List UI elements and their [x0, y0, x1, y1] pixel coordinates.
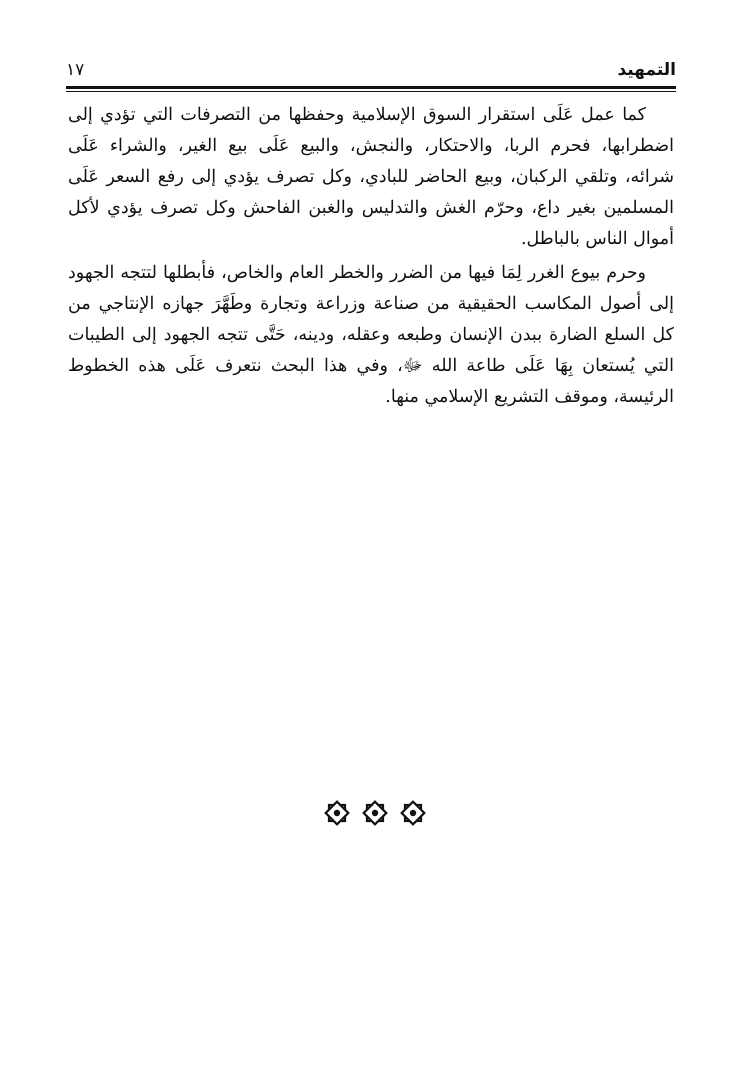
header-rule-thin: [66, 91, 676, 92]
body-text: [68, 100, 674, 413]
page-number: ١٧: [66, 60, 85, 80]
eight-point-star-icon: [400, 800, 426, 826]
header-rule-thick: [66, 86, 676, 89]
page-header: [66, 60, 676, 86]
paragraph-1: كما عمل عَلَى استقرار السوق الإسلامية وحفظها من التصرفات التي تؤدي إلى اضطرابها، فحرم الربا، والاحتكار، والنجش، والبيع عَلَى بيع الغير، والشراء عَلَى شرائه، وتلقي الركبان، وبيع الحاضر للبادي، وكل تصرف يؤدي إلى رفع السعر عَلَى المسلمين بغير داع، وحرّم الغش والتدليس والغبن الفاحش وكل تصرف يؤدي لأكل أموال الناس بالباطل.: [68, 105, 674, 249]
section-end-ornaments: [0, 800, 750, 826]
paragraph-2: وحرم بيوع الغرر لِمَا فيها من الضرر والخطر العام والخاص، فأبطلها لتتجه الجهود إلى أصول المكاسب الحقيقية من صناعة وزراعة وتجارة وطَهَّرَ جهازه الإنتاجي من كل السلع الضارة ببدن الإنسان وطبعه وعقله، ودينه، حَتَّى تتجه الجهود إلى الطيبات التي يُستعان بِهَا عَلَى طاعة الله ﷻ، وفي هذا البحث نتعرف عَلَى هذه الخطوط الرئيسة، وموقف التشريع الإسلامي منها.: [68, 263, 674, 407]
eight-point-star-icon: [324, 800, 350, 826]
chapter-title: التمهيد: [617, 60, 676, 80]
eight-point-star-icon: [362, 800, 388, 826]
